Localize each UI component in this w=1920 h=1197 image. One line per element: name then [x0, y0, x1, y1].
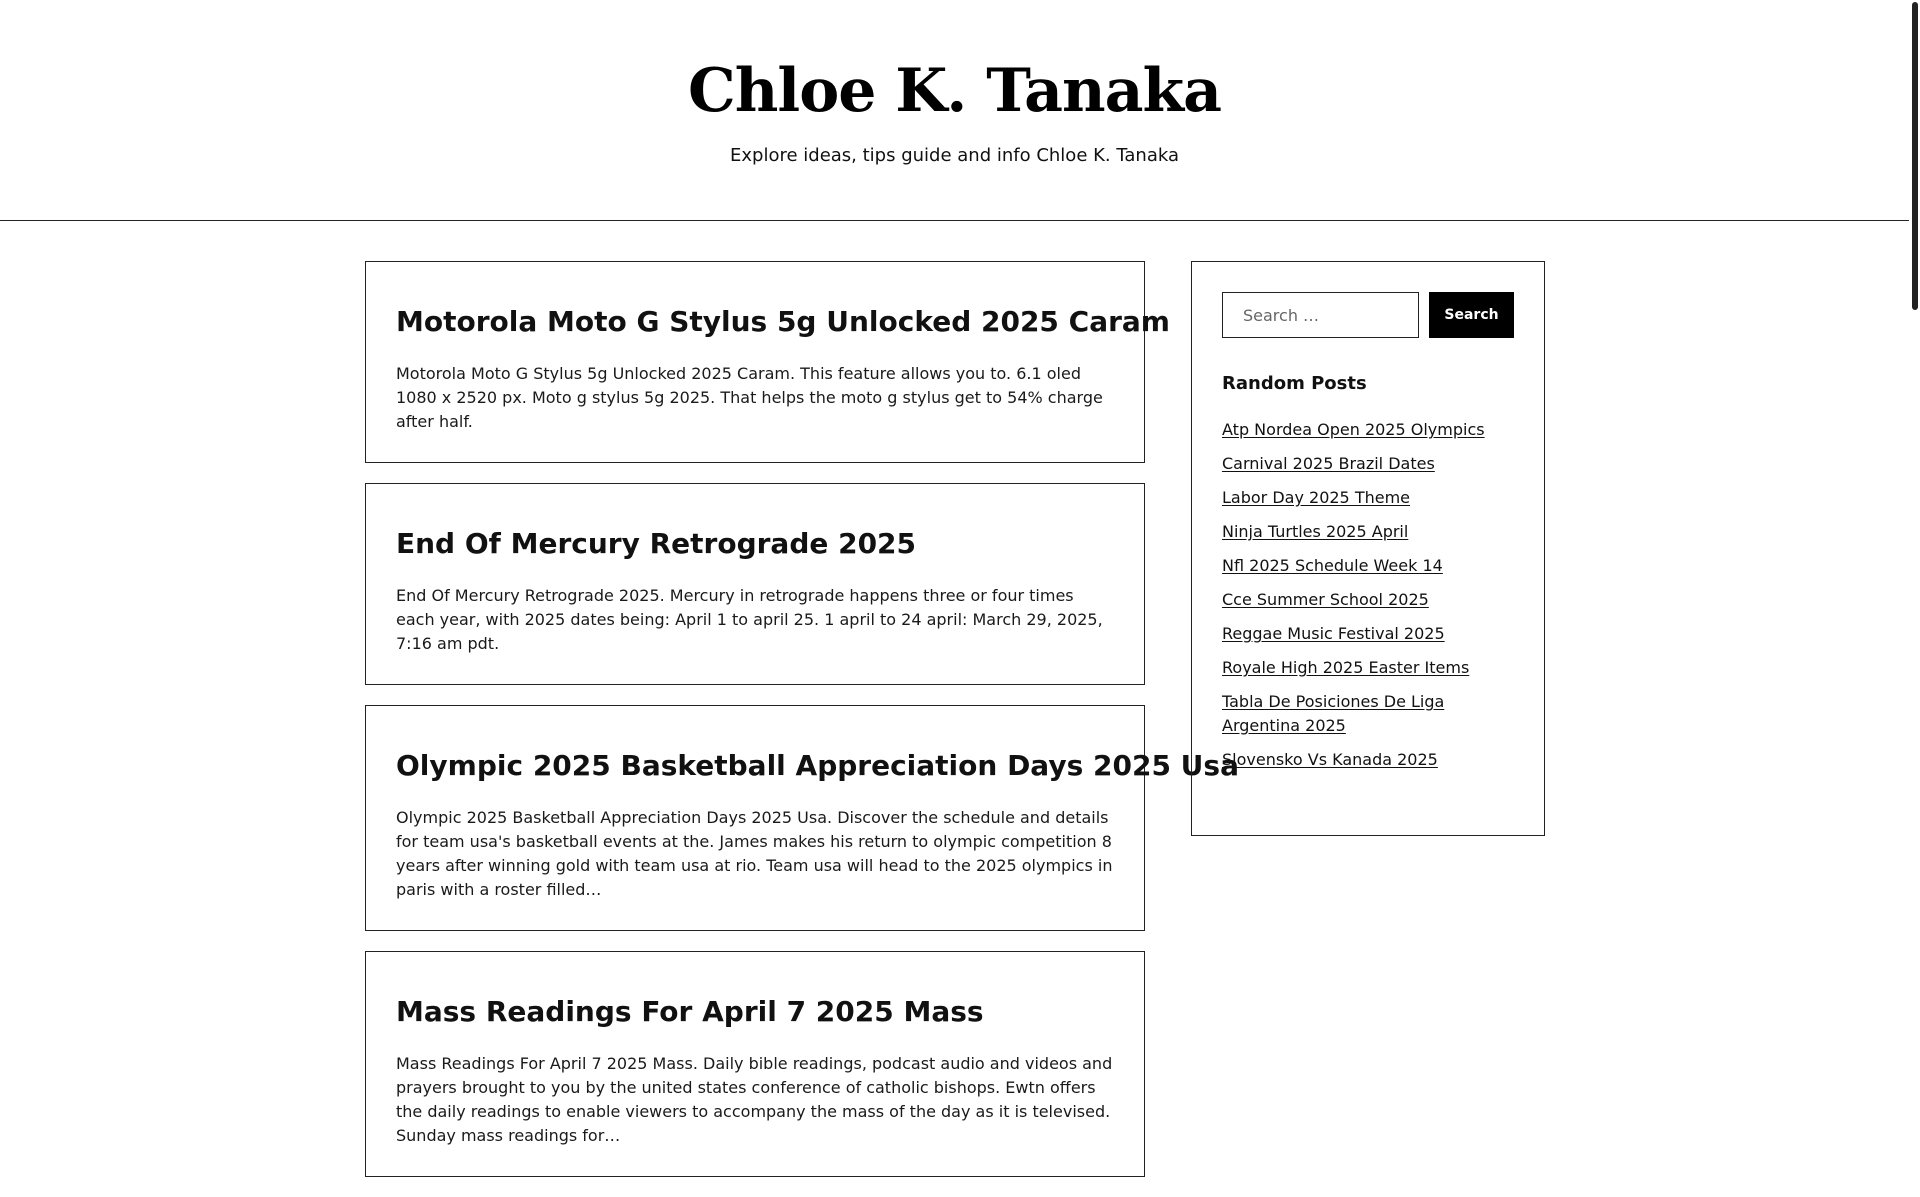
random-post-link[interactable]: Royale High 2025 Easter Items: [1222, 658, 1470, 677]
post-title-link[interactable]: Mass Readings For April 7 2025 Mass: [396, 995, 984, 1028]
post-title-link[interactable]: End Of Mercury Retrograde 2025: [396, 527, 917, 560]
random-post-link[interactable]: Nfl 2025 Schedule Week 14: [1222, 556, 1443, 575]
list-item: [1222, 588, 1514, 612]
random-post-link[interactable]: Tabla De Posiciones De Liga Argentina 2025: [1222, 692, 1445, 735]
search-input[interactable]: [1222, 292, 1419, 338]
list-item: [1222, 418, 1514, 442]
post-excerpt: End Of Mercury Retrograde 2025. Mercury in retrograde happens three or four times each year, with 2025 dates being: April 1 to april 25. 1 april to 24 april: March 29, 2025, 7:16 am pdt.: [396, 586, 1103, 653]
post-excerpt: Olympic 2025 Basketball Appreciation Days 2025 Usa. Discover the schedule and details for team usa's basketball events at the. James makes his return to olympic competition 8 years after winning gold with team usa at rio. Team usa will head to the 2025 olympics in paris with a roster filled…: [396, 808, 1113, 899]
list-item: [1222, 622, 1514, 646]
random-post-link[interactable]: Reggae Music Festival 2025: [1222, 624, 1445, 643]
post-card: [365, 705, 1239, 931]
list-item: [1222, 486, 1514, 510]
post-title-link[interactable]: Olympic 2025 Basketball Appreciation Days 2025 Usa: [396, 749, 1239, 782]
post-card: [365, 261, 1170, 463]
random-post-link[interactable]: Cce Summer School 2025: [1222, 590, 1429, 609]
scrollbar-thumb[interactable]: [1912, 2, 1918, 310]
random-post-link[interactable]: Slovensko Vs Kanada 2025: [1222, 750, 1438, 769]
list-item: [1222, 452, 1514, 476]
random-post-link[interactable]: Atp Nordea Open 2025 Olympics: [1222, 420, 1485, 439]
site-tagline: Explore ideas, tips guide and info Chloe K. Tanaka: [730, 145, 1179, 166]
site-header: [0, 0, 1909, 221]
post-card: [365, 483, 1145, 685]
post-title-link[interactable]: Motorola Moto G Stylus 5g Unlocked 2025 Caram: [396, 305, 1170, 338]
random-post-link[interactable]: Ninja Turtles 2025 April: [1222, 522, 1409, 541]
post-excerpt: Motorola Moto G Stylus 5g Unlocked 2025 Caram. This feature allows you to. 6.1 oled 1080 x 2520 px. Moto g stylus 5g 2025. That helps the moto g stylus get to 54% charge after half.: [396, 364, 1103, 431]
sidebar: [1191, 261, 1545, 836]
list-item: [1222, 656, 1514, 680]
random-post-link[interactable]: Carnival 2025 Brazil Dates: [1222, 454, 1435, 473]
list-item: [1222, 520, 1514, 544]
list-item: [1222, 748, 1514, 772]
search-button[interactable]: Search: [1429, 292, 1514, 338]
list-item: [1222, 554, 1514, 578]
search-form: [1222, 292, 1514, 338]
post-list: [365, 261, 1239, 1197]
post-card: [365, 951, 1145, 1177]
random-posts-list: [1222, 418, 1514, 772]
random-post-link[interactable]: Labor Day 2025 Theme: [1222, 488, 1410, 507]
random-posts-heading: Random Posts: [1222, 373, 1367, 394]
list-item: [1222, 690, 1514, 738]
site-title[interactable]: Chloe K. Tanaka: [688, 56, 1221, 126]
post-excerpt: Mass Readings For April 7 2025 Mass. Daily bible readings, podcast audio and videos and prayers brought to you by the united states conference of catholic bishops. Ewtn offers the daily readings to enable viewers to accompany the mass of the day as it is televised. Sunday mass readings for…: [396, 1054, 1113, 1145]
